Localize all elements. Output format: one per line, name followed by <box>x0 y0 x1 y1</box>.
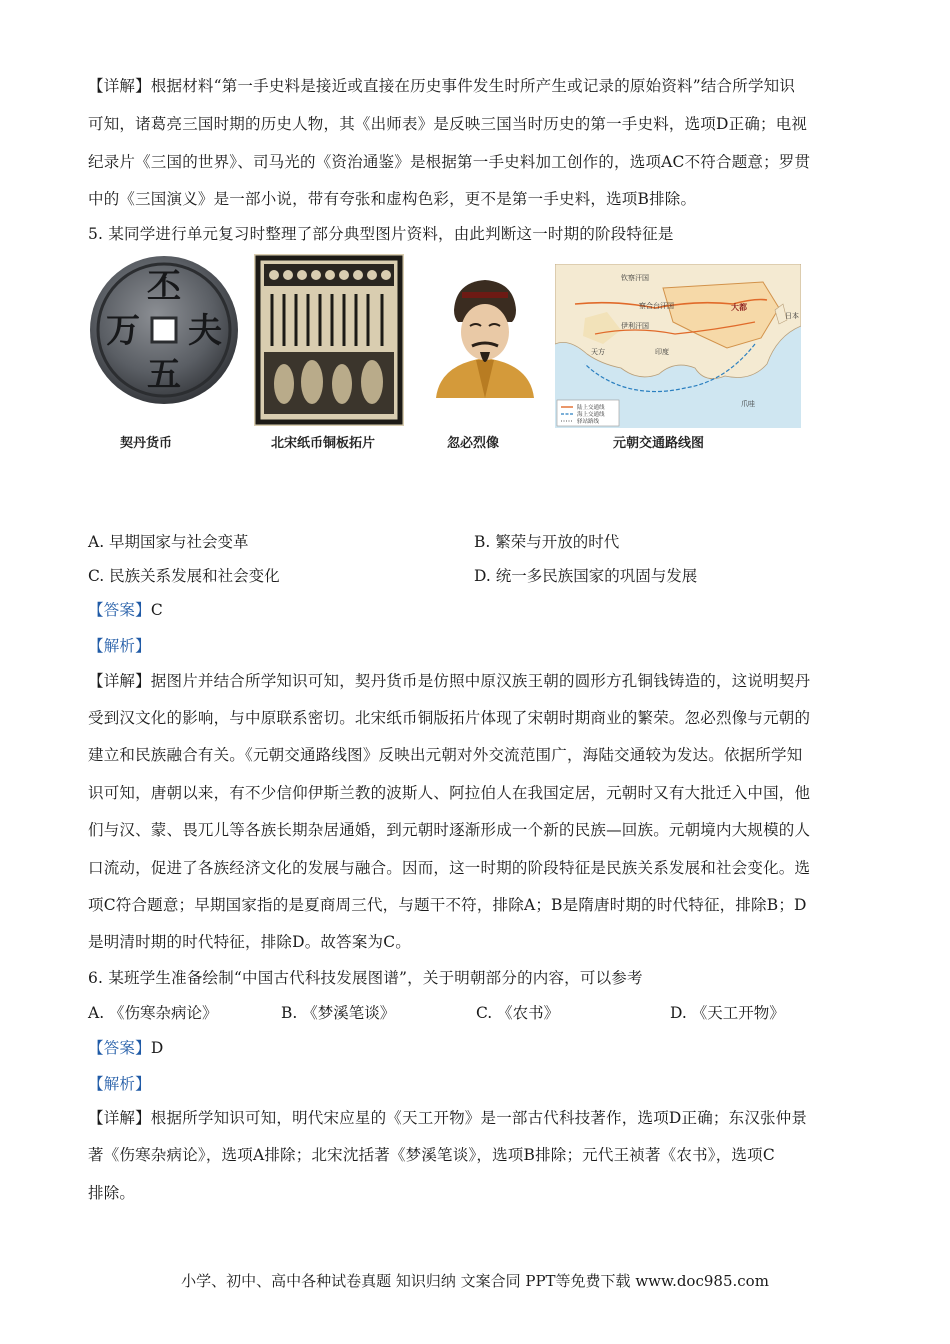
coin-caption: 契丹货币 <box>120 436 173 451</box>
song-banknote-rubbing-image <box>254 254 404 426</box>
q5-option-b: B. 繁荣与开放的时代 <box>474 533 620 551</box>
map-label-chagatai: 察合台汗国 <box>639 302 674 310</box>
q4-detail-line-3: 纪录片《三国的世界》、司马光的《资治通鉴》是根据第一手史料加工创作的，选项AC不符合题意；罗贯 <box>88 153 811 171</box>
q5-answer-value: C <box>150 601 163 619</box>
coin-char-bottom: 五 <box>147 355 181 395</box>
q6-stem: 6. 某班学生准备绘制“中国古代科技发展图谱”，关于明朝部分的内容，可以参考 <box>88 969 643 987</box>
portrait-caption: 忽必烈像 <box>447 436 500 451</box>
q5-detail-line-8: 是明清时期的时代特征，排除D。故答案为C。 <box>88 933 411 951</box>
coin-char-right: 夫 <box>188 311 222 351</box>
q6-option-a: A. 《伤寒杂病论》 <box>88 1004 218 1022</box>
q5-option-a: A. 早期国家与社会变革 <box>88 533 249 551</box>
q6-answer-tag: 【答案】 <box>88 1039 151 1057</box>
q6-option-d: D. 《天工开物》 <box>670 1004 785 1022</box>
q6-answer <box>88 1038 864 1058</box>
kublai-portrait-image <box>426 272 544 398</box>
map-legend-sea: 海上交通线 <box>577 412 605 418</box>
q6-option-c: C. 《农书》 <box>476 1004 560 1022</box>
coin-char-top: 丕 <box>147 267 181 307</box>
map-label-india: 印度 <box>655 348 669 356</box>
coin-char-left: 万 <box>106 311 140 351</box>
banknote-caption: 北宋纸币铜板拓片 <box>271 436 376 451</box>
q5-detail-line-4: 识可知，唐朝以来，有不少信仰伊斯兰教的波斯人、阿拉伯人在我国定居，元朝时又有大批迁入中国，他 <box>88 784 811 802</box>
page-footer: 小学、初中、高中各种试卷真题 知识归纳 文案合同 PPT等免费下载 www.doc985.com <box>181 1272 769 1290</box>
q5-answer <box>88 600 864 620</box>
q5-detail-line-3: 建立和民族融合有关。《元朝交通路线图》反映出元朝对外交流范围广，海陆交通较为发达。依据所学知 <box>88 746 803 764</box>
map-label-dadu: 大都 <box>731 303 747 312</box>
q5-detail-line-6: 口流动，促进了各族经济文化的发展与融合。因而，这一时期的阶段特征是民族关系发展和社会变化。选 <box>88 859 811 877</box>
map-legend-land: 陆上交通线 <box>577 405 605 411</box>
q5-stem: 5. 某同学进行单元复习时整理了部分典型图片资料，由此判断这一时期的阶段特征是 <box>88 225 674 243</box>
q6-analysis-tag: 【解析】 <box>88 1075 151 1093</box>
map-label-kipchak: 钦察汗国 <box>621 274 649 282</box>
q5-option-d: D. 统一多民族国家的巩固与发展 <box>474 567 698 585</box>
q4-detail-line-1: 【详解】根据材料“第一手史料是接近或直接在历史事件发生时所产生或记录的原始资料”结合所学知识 <box>88 77 796 95</box>
khitan-coin-image <box>88 254 240 406</box>
map-legend-post: 驿站路线 <box>577 419 600 425</box>
q4-detail-line-4: 中的《三国演义》是一部小说，带有夸张和虚构色彩，更不是第一手史料，选项B排除。 <box>88 190 697 208</box>
map-label-ilkhanate: 伊利汗国 <box>621 322 649 330</box>
q6-detail-line-2: 著《伤寒杂病论》，选项A排除；北宋沈括著《梦溪笔谈》，选项B排除；元代王祯著《农书》，选项C <box>88 1146 775 1164</box>
q5-analysis-tag: 【解析】 <box>88 637 151 655</box>
q5-option-c: C. 民族关系发展和社会变化 <box>88 567 280 585</box>
q6-detail-line-3: 排除。 <box>88 1184 136 1202</box>
yuan-transport-map-image <box>555 264 801 428</box>
map-label-japan: 日本 <box>785 312 799 320</box>
map-label-java: 爪哇 <box>741 400 755 408</box>
map-label-tianfang: 天方 <box>591 348 605 356</box>
q5-detail-line-2: 受到汉文化的影响，与中原联系密切。北宋纸币铜版拓片体现了宋朝时期商业的繁荣。忽必烈像与元朝的 <box>88 709 811 727</box>
q4-detail-line-2: 可知，诸葛亮三国时期的历史人物，其《出师表》是反映三国当时历史的第一手史料，选项D正确；电视 <box>88 115 808 133</box>
q5-detail-line-1: 【详解】据图片并结合所学知识可知，契丹货币是仿照中原汉族王朝的圆形方孔铜钱铸造的，这说明契丹 <box>88 672 811 690</box>
q6-detail-line-1: 【详解】根据所学知识可知，明代宋应星的《天工开物》是一部古代科技著作，选项D正确；东汉张仲景 <box>88 1109 808 1127</box>
q5-detail-line-5: 们与汉、蒙、畏兀儿等各族长期杂居通婚，到元朝时逐渐形成一个新的民族—回族。元朝境内大规模的人 <box>88 821 811 839</box>
q6-option-b: B. 《梦溪笔谈》 <box>281 1004 396 1022</box>
q6-answer-value: D <box>150 1039 164 1057</box>
map-caption: 元朝交通路线图 <box>613 436 705 451</box>
q5-answer-tag: 【答案】 <box>88 601 151 619</box>
q5-detail-line-7: 项C符合题意；早期国家指的是夏商周三代，与题干不符，排除A；B是隋唐时期的时代特征，排除B；D <box>88 896 807 914</box>
